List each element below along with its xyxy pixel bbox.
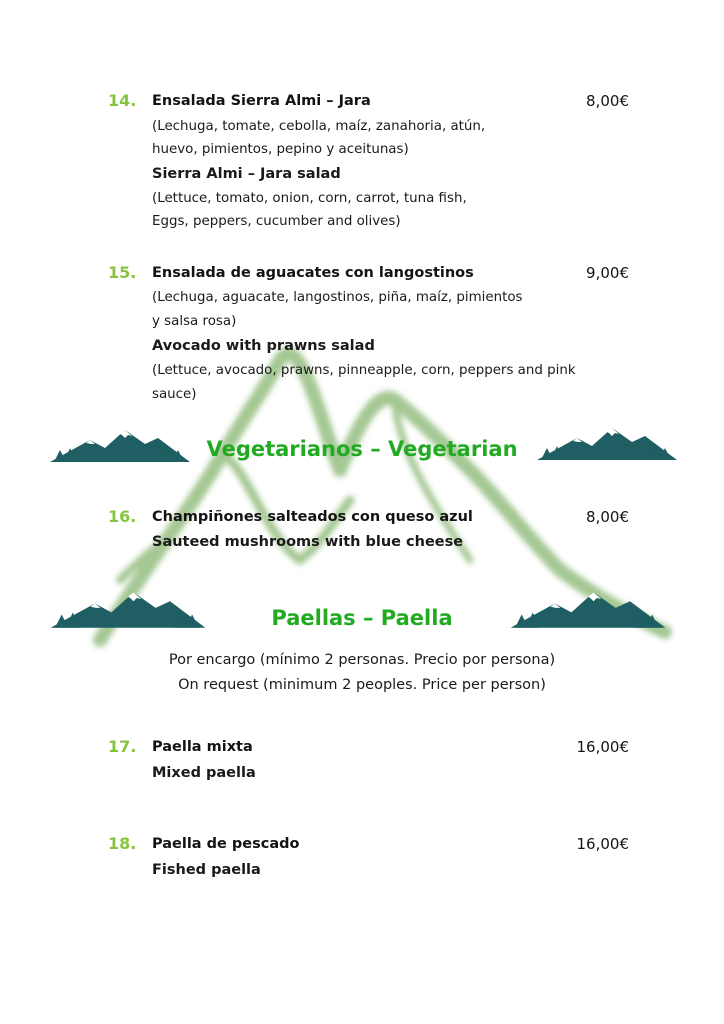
item-number: 16. [108,507,137,526]
item-number: 15. [108,263,137,282]
item-price: 16,00€ [576,835,629,853]
item-title-en: Fished paella [152,862,261,878]
item-price: 8,00€ [586,92,629,110]
item-description-en: (Lettuce, avocado, prawns, pinneapple, corn, peppers and pink [152,363,576,378]
item-price: 9,00€ [586,264,629,282]
mountain-icon [510,588,666,630]
item-number: 14. [108,91,137,110]
item-description-es: (Lechuga, aguacate, langostinos, piña, maíz, pimientos [152,290,523,305]
item-description-es: huevo, pimientos, pepino y aceitunas) [152,142,409,157]
item-description-en: Eggs, peppers, cucumber and olives) [152,214,401,229]
mountain-icon [536,424,678,462]
item-description-es: y salsa rosa) [152,314,237,329]
item-title-en: Sierra Almi – Jara salad [152,166,341,182]
paella-note-es: Por encargo (mínimo 2 personas. Precio por persona) [168,652,556,668]
item-price: 8,00€ [586,508,629,526]
item-price: 16,00€ [576,738,629,756]
item-description-es: (Lechuga, tomate, cebolla, maíz, zanahoria, atún, [152,119,486,134]
paella-note-en: On request (minimum 2 peoples. Price per person) [178,677,546,693]
item-title-en: Sauteed mushrooms with blue cheese [152,534,464,550]
section-title-vegetarian: Vegetarianos – Vegetarian [206,437,518,461]
item-title: Champiñones salteados con queso azul [152,509,473,525]
item-description-en: sauce) [152,387,197,402]
item-number: 18. [108,834,137,853]
item-title: Ensalada de aguacates con langostinos [152,265,474,281]
item-description-en: (Lettuce, tomato, onion, corn, carrot, tuna fish, [152,191,467,206]
item-title: Ensalada Sierra Almi – Jara [152,93,371,109]
item-title-en: Mixed paella [152,765,256,781]
item-title-en: Avocado with prawns salad [152,338,375,354]
section-title-paella: Paellas – Paella [271,606,453,630]
item-title: Paella mixta [152,739,253,755]
item-title: Paella de pescado [152,836,300,852]
item-number: 17. [108,737,137,756]
